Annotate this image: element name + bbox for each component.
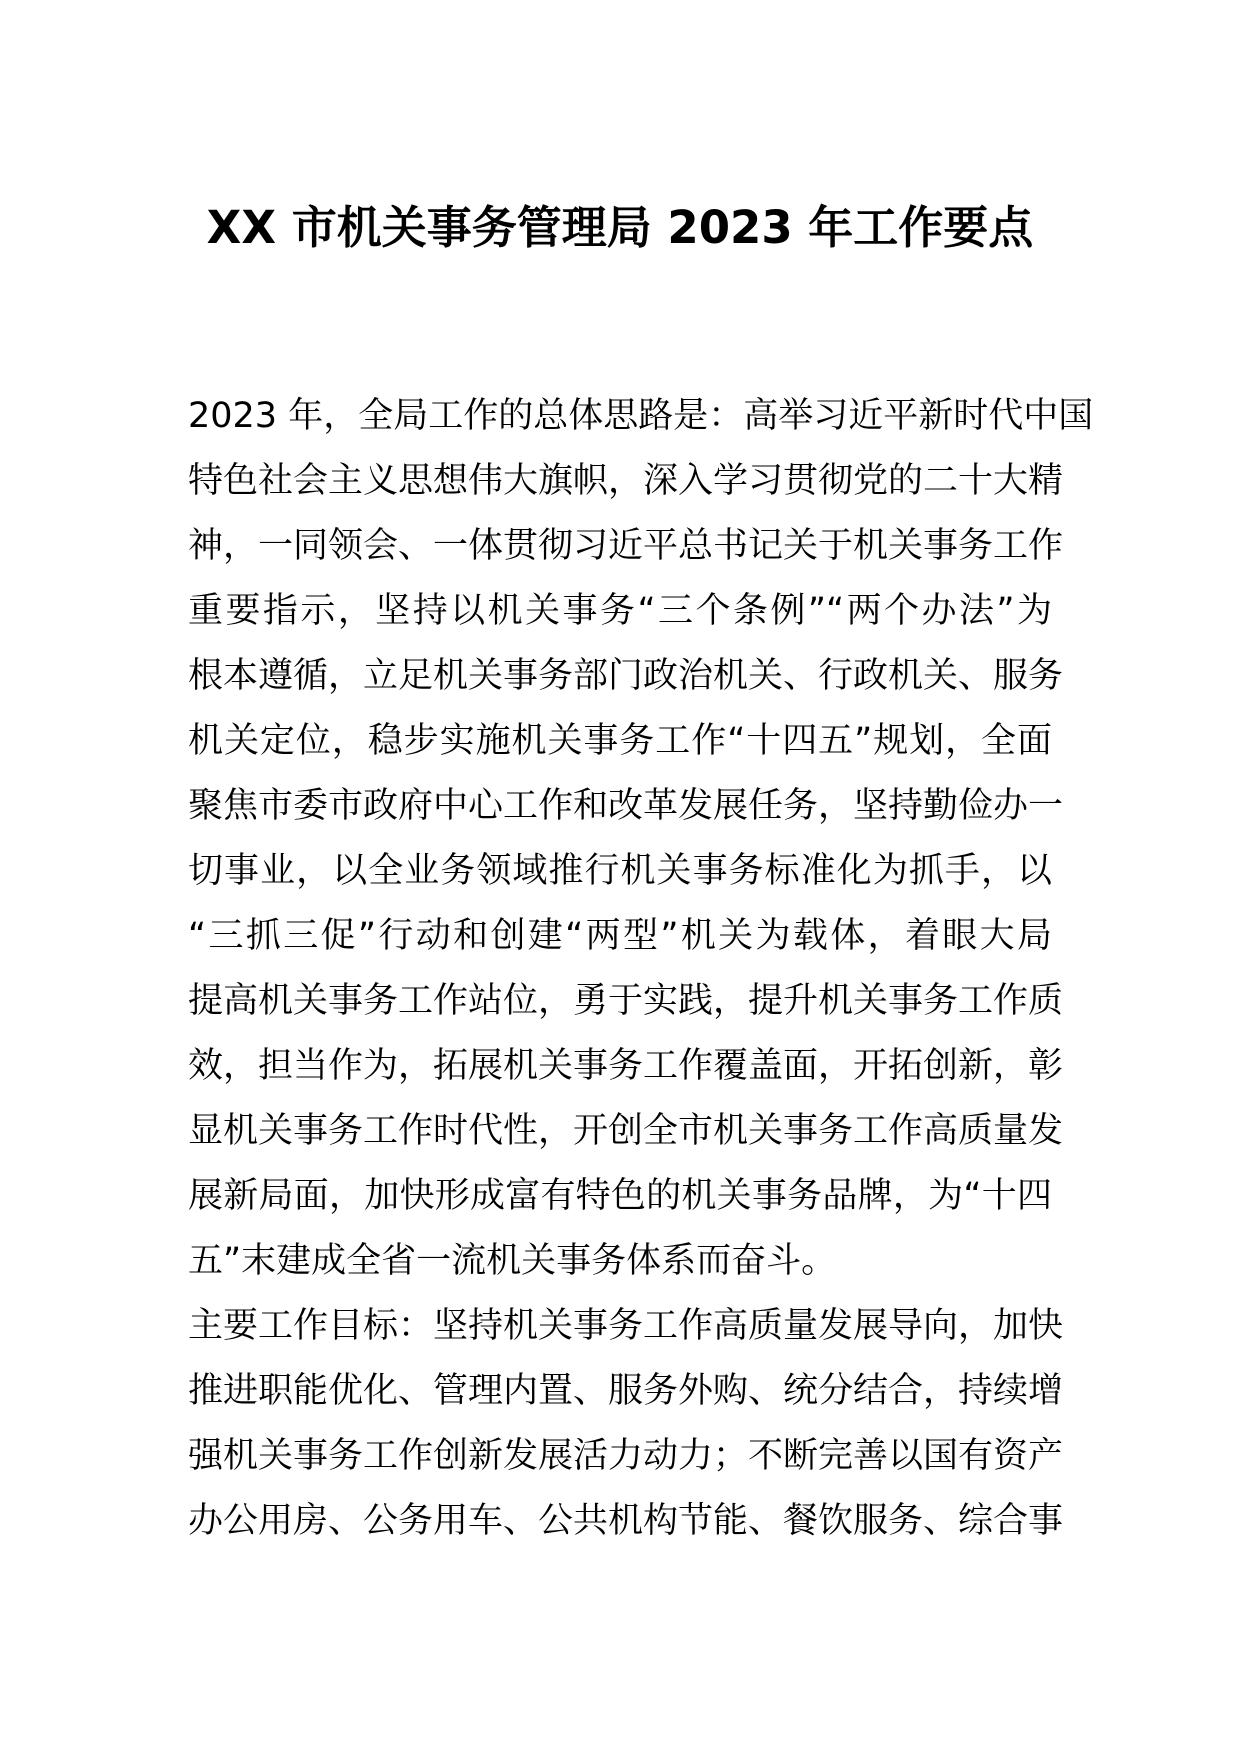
body-line: 效，担当作为，拓展机关事务工作覆盖面，开拓创新，彰 (188, 1046, 1064, 1086)
body-line: 提高机关事务工作站位，勇于实践，提升机关事务工作质 (188, 981, 1064, 1021)
document-title: XX 市机关事务管理局 2023 年工作要点 (206, 201, 1034, 254)
body-line: 推进职能优化、管理内置、服务外购、统分结合，持续增 (188, 1371, 1064, 1411)
document-body (188, 384, 1094, 1554)
body-line: 聚焦市委市政府中心工作和改革发展任务，坚持勤俭办一 (188, 786, 1064, 826)
body-line: 特色社会主义思想伟大旗帜，深入学习贯彻党的二十大精 (188, 461, 1064, 501)
body-line: 强机关事务工作创新发展活力动力；不断完善以国有资产 (188, 1436, 1064, 1476)
body-line: 2023 年，全局工作的总体思路是：高举习近平新时代中国 (188, 396, 1094, 436)
body-line: “三抓三促”行动和创建“两型”机关为载体，着眼大局 (188, 916, 1052, 956)
body-line: 切事业，以全业务领域推行机关事务标准化为抓手，以 (188, 851, 1052, 891)
body-line: 主要工作目标：坚持机关事务工作高质量发展导向，加快 (188, 1306, 1064, 1346)
body-line: 五”末建成全省一流机关事务体系而奋斗。 (188, 1241, 837, 1281)
body-line: 根本遵循，立足机关事务部门政治机关、行政机关、服务 (188, 656, 1064, 696)
body-line: 机关定位，稳步实施机关事务工作“十四五”规划，全面 (188, 721, 1052, 761)
body-line: 办公用房、公务用车、公共机构节能、餐饮服务、综合事 (188, 1501, 1064, 1541)
body-line: 展新局面，加快形成富有特色的机关事务品牌，为“十四 (188, 1176, 1052, 1216)
body-line: 重要指示，坚持以机关事务“三个条例”“两个办法”为 (188, 591, 1052, 631)
body-line: 显机关事务工作时代性，开创全市机关事务工作高质量发 (188, 1111, 1064, 1151)
body-line: 神，一同领会、一体贯彻习近平总书记关于机关事务工作 (188, 526, 1064, 566)
